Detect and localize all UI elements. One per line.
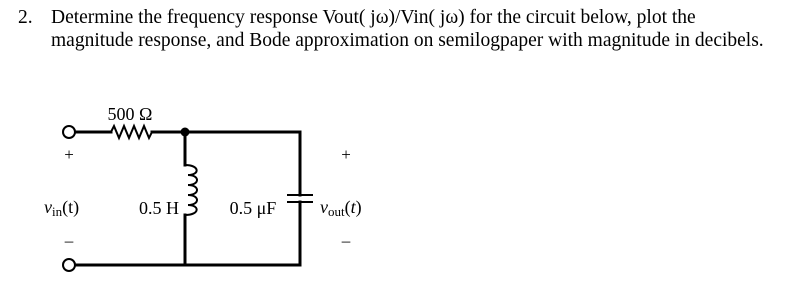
- input-minus-sign: –: [64, 231, 74, 250]
- junction-dot: [181, 128, 190, 137]
- input-terminal-top: [63, 126, 75, 138]
- inductor-coil: [185, 165, 197, 215]
- vout-label: vout(t): [320, 197, 362, 219]
- problem-text-line-2: magnitude response, and Bode approximation on semilogpaper with magnitude in decibels.: [51, 30, 764, 51]
- inductor-label: 0.5 H: [139, 198, 179, 218]
- problem-number: 2.: [18, 7, 33, 28]
- problem-text-line-1: Determine the frequency response Vout( jω)/Vin( jω) for the circuit below, plot the: [51, 7, 696, 28]
- input-plus-sign: +: [64, 145, 74, 164]
- vin-label: vin(t): [44, 197, 80, 219]
- resistor-label: 500 Ω: [107, 104, 153, 124]
- output-plus-sign: +: [341, 145, 351, 164]
- input-terminal-bottom: [63, 259, 75, 271]
- capacitor-label: 0.5 μF: [229, 198, 277, 218]
- output-minus-sign: –: [341, 231, 351, 250]
- resistor-zigzag: [111, 126, 152, 138]
